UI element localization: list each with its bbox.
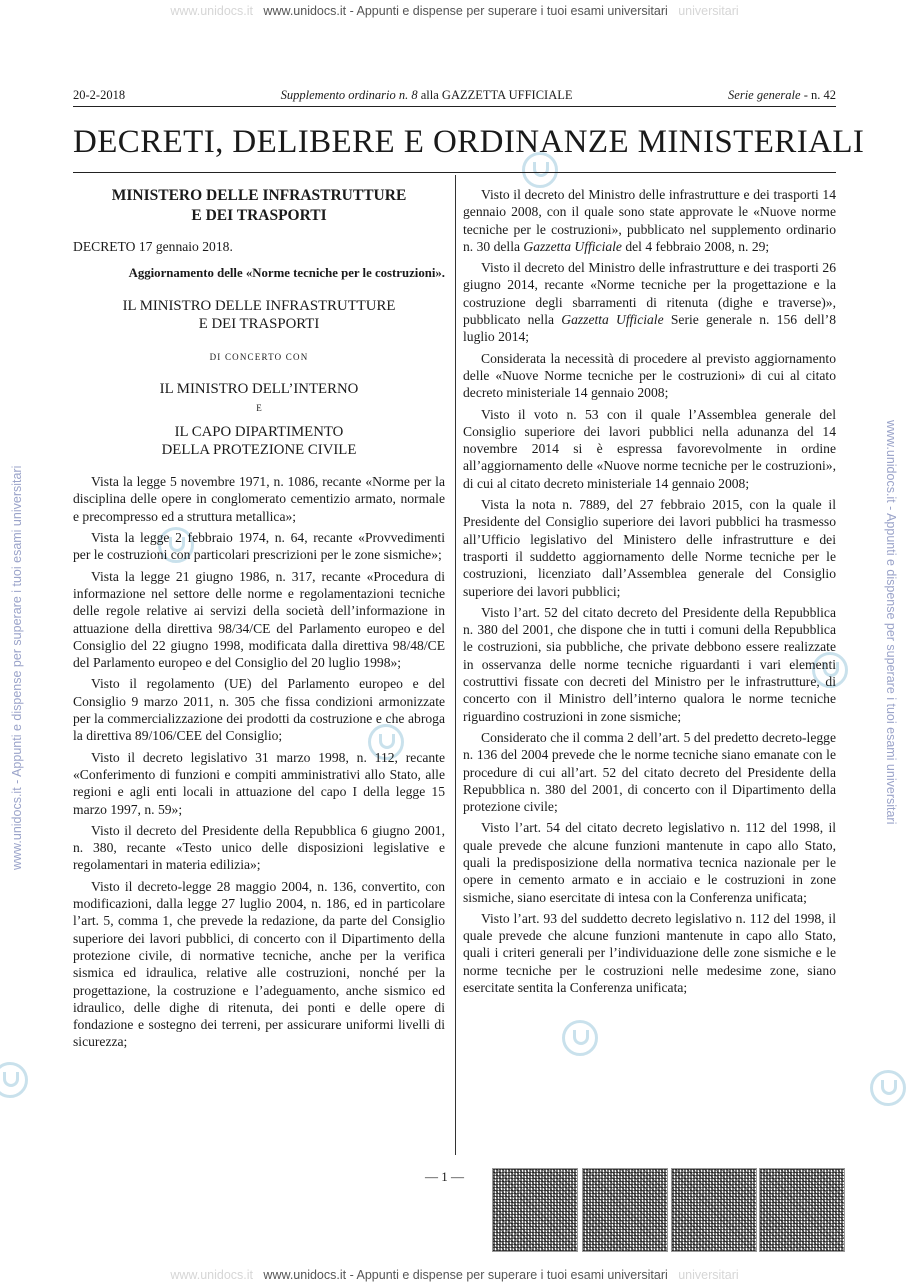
- decree-date: DECRETO 17 gennaio 2018.: [73, 239, 233, 254]
- right-paragraph: Visto il decreto del Ministro delle infrastrutture e dei trasporti 14 gennaio 2008, con il quale sono state approvate le «Nuove norme tecniche per le costruzioni», pubblicato nel supplemento ordinario n. 30 della Gazzetta Ufficiale del 4 febbraio 2008, n. 29;: [463, 187, 836, 254]
- decree-subject: Aggiornamento delle «Norme tecniche per le costruzioni».: [128, 266, 445, 281]
- barcode-image: [759, 1168, 845, 1252]
- page-number: — 1 —: [425, 1169, 464, 1184]
- right-paragraph: Vista la nota n. 7889, del 27 febbraio 2015, con la quale il Presidente del Consiglio superiore dei lavori pubblici ha trasmesso all’Ufficio legislativo del Ministero delle infrastrutture e dei trasporti il suddetto aggiornamento delle Norme tecniche per le costruzioni, licenziato dall’Assemblea generale del Consiglio superiore dei lavori pubblici;: [463, 497, 836, 599]
- running-header: [73, 88, 836, 103]
- right-paragraph: Visto l’art. 54 del citato decreto legislativo n. 112 del 1998, il quale prevede che alcune funzioni mantenute in capo allo Stato, quali la predisposizione della normativa tecnica nazionale per le opere in cemento armato e in acciaio e le costruzioni in zone sismiche, siano esercitate di intesa con la Conferenza unificata;: [463, 820, 836, 905]
- left-paragraph: Vista la legge 2 febbraio 1974, n. 64, recante «Provvedimenti per le costruzioni con particolari prescrizioni per le zone sismiche»;: [73, 530, 445, 563]
- watermark-top-text: www.unidocs.it - Appunti e dispense per superare i tuoi esami universitari: [263, 4, 668, 18]
- watermark-bottom-text: www.unidocs.it - Appunti e dispense per superare i tuoi esami universitari: [263, 1268, 668, 1282]
- header-rule: [73, 106, 836, 107]
- conjunction-e: E: [256, 402, 262, 413]
- interior-minister: IL MINISTRO DELL’INTERNO: [159, 380, 359, 397]
- left-paragraph: Vista la legge 5 novembre 1971, n. 1086, recante «Norme per la disciplina delle opere in conglomerato cementizio armato, normale e precompresso ed a struttura metallica»;: [73, 474, 445, 524]
- watermark-logo-icon: [870, 1070, 906, 1106]
- section-title: DECRETI, DELIBERE E ORDINANZE MINISTERIALI: [73, 124, 865, 160]
- barcode-image: [671, 1168, 757, 1252]
- minister-heading: IL MINISTRO DELLE INFRASTRUTTURE E DEI TRASPORTI: [122, 297, 396, 332]
- barcode-image: [582, 1168, 668, 1252]
- header-supplement: Supplemento ordinario n. 8 alla GAZZETTA UFFICIALE: [280, 88, 573, 102]
- right-paragraph: Considerata la necessità di procedere al previsto aggiornamento delle «Nuove Norme tecniche per le costruzioni» di cui al citato decreto ministeriale 14 gennaio 2008;: [463, 350, 836, 401]
- left-column: [73, 186, 445, 1055]
- right-column: [463, 186, 836, 1000]
- watermark-top: www.unidocs.it www.unidocs.it - Appunti e dispense per superare i tuoi esami universitari universitari: [170, 4, 739, 18]
- left-paragraph: Vista la legge 21 giugno 1986, n. 317, recante «Procedura di informazione nel settore delle norme e regolamentazioni tecniche delle regole relative ai servizi della società dell’informazione in attuazione della direttiva 98/34/CE del Parlamento europeo e del Consiglio del 22 giugno 1998, modificata dalla direttiva 98/48/CE del Parlamento europeo e del Consiglio del 20 luglio 1998»;: [73, 568, 445, 671]
- left-paragraph: Visto il regolamento (UE) del Parlamento europeo e del Consiglio 9 marzo 2011, n. 305 che fissa condizioni armonizzate per la commercializzazione dei prodotti da costruzione e che abroga la direttiva 89/106/CEE del Consiglio;: [73, 676, 445, 744]
- title-rule: [73, 172, 836, 173]
- left-paragraph: Visto il decreto del Presidente della Repubblica 6 giugno 2001, n. 380, recante «Testo unico delle disposizioni legislative e regolamentari in materia edilizia»;: [73, 822, 445, 873]
- column-separator: [455, 175, 456, 1155]
- concerto-label: DI CONCERTO CON: [209, 351, 309, 362]
- header-series: Serie generale - n. 42: [728, 88, 836, 102]
- watermark-logo-icon: [0, 1062, 28, 1098]
- left-paragraph: Visto il decreto legislativo 31 marzo 1998, n. 112, recante «Conferimento di funzioni e compiti amministrativi allo Stato, alle regioni e agli enti locali in attuazione del capo I della legge 15 marzo 1997, n. 59»;: [73, 749, 445, 817]
- capo-dipartimento: IL CAPO DIPARTIMENTO DELLA PROTEZIONE CIVILE: [161, 424, 357, 459]
- ministry-heading: MINISTERO DELLE INFRASTRUTTURE E DEI TRASPORTI: [111, 187, 407, 224]
- left-paragraph: Visto il decreto-legge 28 maggio 2004, n. 136, convertito, con modificazioni, dalla legge 27 luglio 2004, n. 186, ed in particolare l’art. 5, comma 1, che prevede la redazione, da parte del Consiglio superiore dei lavori pubblici, di concerto con il Dipartimento della protezione civile, di normative tecniche, anche per la verifica sismica ed idraulica, relative alle costruzioni, nonché per la progettazione, la costruzione e l’adeguamento, anche sismico ed idraulico, delle dighe di ritenuta, dei ponti e delle opere di fondazione e sostegno dei terreni, per assicurare uniformi livelli di sicurezza;: [73, 878, 445, 1050]
- header-date: 20-2-2018: [73, 88, 126, 102]
- watermark-side-left: www.unidocs.it - Appunti e dispense per superare i tuoi esami universitari: [10, 465, 24, 870]
- watermark-logo-icon: [562, 1020, 598, 1056]
- right-paragraph: Visto l’art. 52 del citato decreto del Presidente della Repubblica n. 380 del 2001, che dispone che in tutti i comuni della Repubblica le costruzioni, sia pubbliche, che private debbono essere realizzate in osservanza delle norme tecniche riguardanti i vari elementi costruttivi fissate con decreti del Ministro per le infrastrutture, di concerto con il Ministro dell’interno qualora le norme tecniche riguardino costruzioni in zone sismiche;: [463, 604, 836, 724]
- barcode-image: [492, 1168, 578, 1252]
- right-paragraph: Visto l’art. 93 del suddetto decreto legislativo n. 112 del 1998, il quale prevede che alcune funzioni mantenute in capo allo Stato, quali i criteri generali per l’individuazione delle zone sismiche e le norme tecniche per le costruzioni nelle medesime zone, siano esercitate sentita la Conferenza unificata;: [463, 910, 836, 996]
- watermark-bottom: www.unidocs.it www.unidocs.it - Appunti e dispense per superare i tuoi esami universitari universitari: [170, 1268, 739, 1282]
- watermark-side-right: www.unidocs.it - Appunti e dispense per superare i tuoi esami universitari: [884, 420, 898, 825]
- right-paragraph: Visto il voto n. 53 con il quale l’Assemblea generale del Consiglio superiore dei lavori pubblici nella adunanza del 14 novembre 2014 si è espressa favorevolmente in ordine all’aggiornamento delle «Nuove norme tecniche per le costruzioni», di cui al citato decreto ministeriale 14 gennaio 2008;: [463, 406, 836, 491]
- right-paragraph: Considerato che il comma 2 dell’art. 5 del predetto decreto-legge n. 136 del 2004 prevede che le norme tecniche siano emanate con le procedure di cui all’art. 52 del citato decreto del Presidente della Repubblica n. 380 del 2001, di concerto con il Dipartimento della protezione civile;: [463, 729, 836, 815]
- right-paragraph: Visto il decreto del Ministro delle infrastrutture e dei trasporti 26 giugno 2014, recante «Norme tecniche per la progettazione e la costruzione degli sbarramenti di ritenuta (dighe e traverse)», pubblicato nella Gazzetta Ufficiale Serie generale n. 156 dell’8 luglio 2014;: [463, 260, 836, 345]
